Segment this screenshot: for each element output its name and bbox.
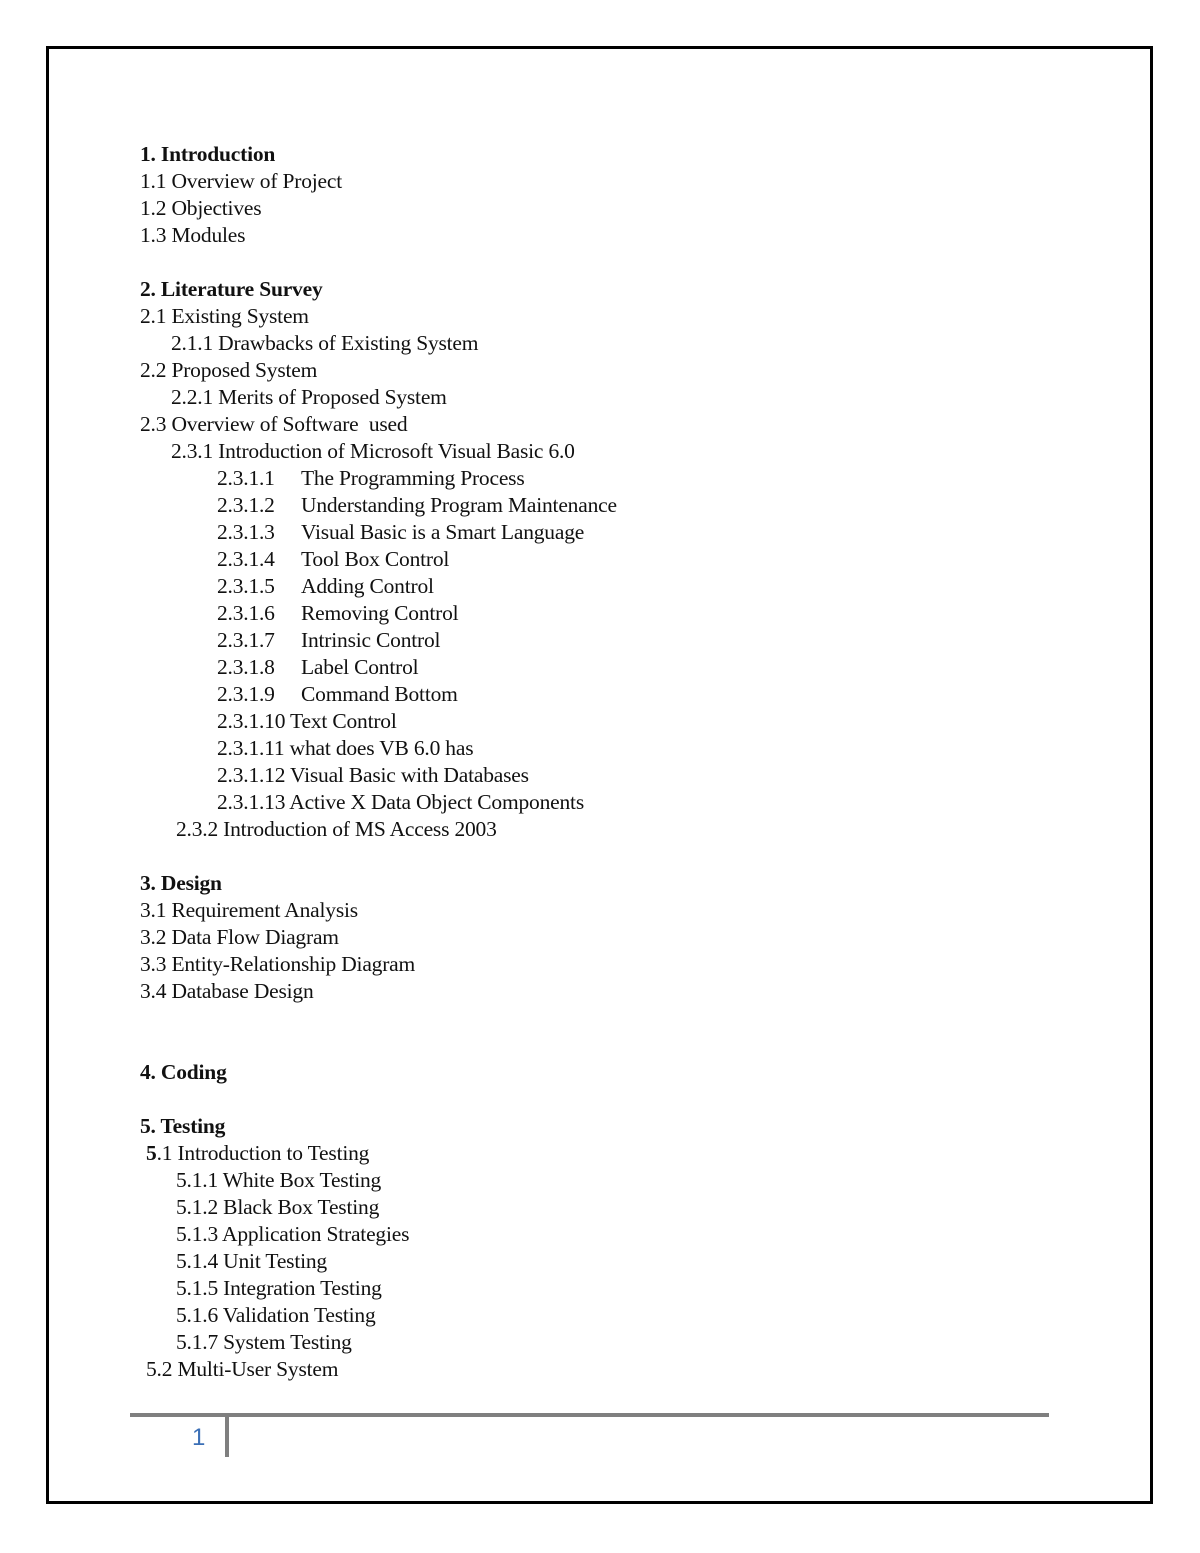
section-heading-testing: 5. Testing [140,1114,226,1138]
spacer [140,1005,1040,1059]
toc-subitem: 5.1.5 Integration Testing [176,1276,382,1300]
toc-subsubitem [140,546,1040,573]
toc-number: 2.3.1.6 [217,601,275,625]
page-number: 1 [192,1424,206,1451]
spacer [140,1086,1040,1113]
toc-subitem: 5.1.1 White Box Testing [176,1168,382,1192]
toc-number: 2.3.1.8 [217,655,275,679]
section-heading-coding: 4. Coding [140,1060,227,1084]
footer-divider [225,1413,229,1457]
toc-item: 2.2 Proposed System [140,358,318,382]
toc-subsubitem: 2.3.1.11 what does VB 6.0 has [217,736,474,760]
toc-subitem: 2.3.1 Introduction of Microsoft Visual Basic 6.0 [171,439,575,463]
toc-subitem: 2.3.2 Introduction of MS Access 2003 [176,817,497,841]
toc-label: Removing Control [301,601,459,625]
toc-number: 2.3.1.4 [217,547,275,571]
toc-subitem: 5.1.6 Validation Testing [176,1303,376,1327]
toc-subitem: 5.1.7 System Testing [176,1330,352,1354]
section-heading-design: 3. Design [140,871,222,895]
toc-subsubitem [140,681,1040,708]
spacer [140,249,1040,276]
toc-subsubitem [140,519,1040,546]
toc-number: 2.3.1.2 [217,493,275,517]
toc-label: Command Bottom [301,682,458,706]
section-heading-literature-survey: 2. Literature Survey [140,277,323,301]
toc-number: 2.3.1.7 [217,628,275,652]
toc-item: 3.2 Data Flow Diagram [140,925,339,949]
table-of-contents [140,141,1040,1383]
toc-subsubitem [140,573,1040,600]
toc-item [140,1140,1040,1167]
toc-subsubitem [140,654,1040,681]
toc-subsubitem: 2.3.1.12 Visual Basic with Databases [217,763,529,787]
toc-subitem: 5.1.2 Black Box Testing [176,1195,380,1219]
toc-subsubitem [140,492,1040,519]
toc-subitem: 2.2.1 Merits of Proposed System [171,385,447,409]
toc-item: 1.2 Objectives [140,196,262,220]
toc-subitem: 5.1.4 Unit Testing [176,1249,327,1273]
toc-item: 2.3 Overview of Software used [140,412,408,436]
section-heading-introduction: 1. Introduction [140,142,276,166]
toc-label: Label Control [301,655,419,679]
toc-item: 1.3 Modules [140,223,246,247]
toc-number: 2.3.1.5 [217,574,275,598]
toc-item: 3.3 Entity-Relationship Diagram [140,952,416,976]
toc-item: 3.4 Database Design [140,979,314,1003]
toc-number-lead: 5 [146,1141,157,1165]
toc-label: Understanding Program Maintenance [301,493,617,517]
toc-item: 1.1 Overview of Project [140,169,342,193]
toc-label: Visual Basic is a Smart Language [301,520,585,544]
toc-subsubitem [140,600,1040,627]
toc-number: 2.3.1.1 [217,466,275,490]
toc-number: 2.3.1.3 [217,520,275,544]
toc-label: .1 Introduction to Testing [156,1141,370,1165]
toc-subitem: 5.1.3 Application Strategies [176,1222,410,1246]
toc-item: 2.1 Existing System [140,304,309,328]
footer-rule [130,1413,1049,1417]
toc-label: The Programming Process [301,466,525,490]
toc-subsubitem: 2.3.1.10 Text Control [217,709,397,733]
toc-item: 5.2 Multi-User System [146,1357,339,1381]
toc-label: Adding Control [301,574,434,598]
toc-item: 3.1 Requirement Analysis [140,898,358,922]
toc-subsubitem: 2.3.1.13 Active X Data Object Components [217,790,584,814]
toc-number: 2.3.1.9 [217,682,275,706]
toc-label: Intrinsic Control [301,628,441,652]
toc-subitem: 2.1.1 Drawbacks of Existing System [171,331,479,355]
toc-label: Tool Box Control [301,547,450,571]
toc-subsubitem [140,465,1040,492]
spacer [140,843,1040,870]
toc-subsubitem [140,627,1040,654]
